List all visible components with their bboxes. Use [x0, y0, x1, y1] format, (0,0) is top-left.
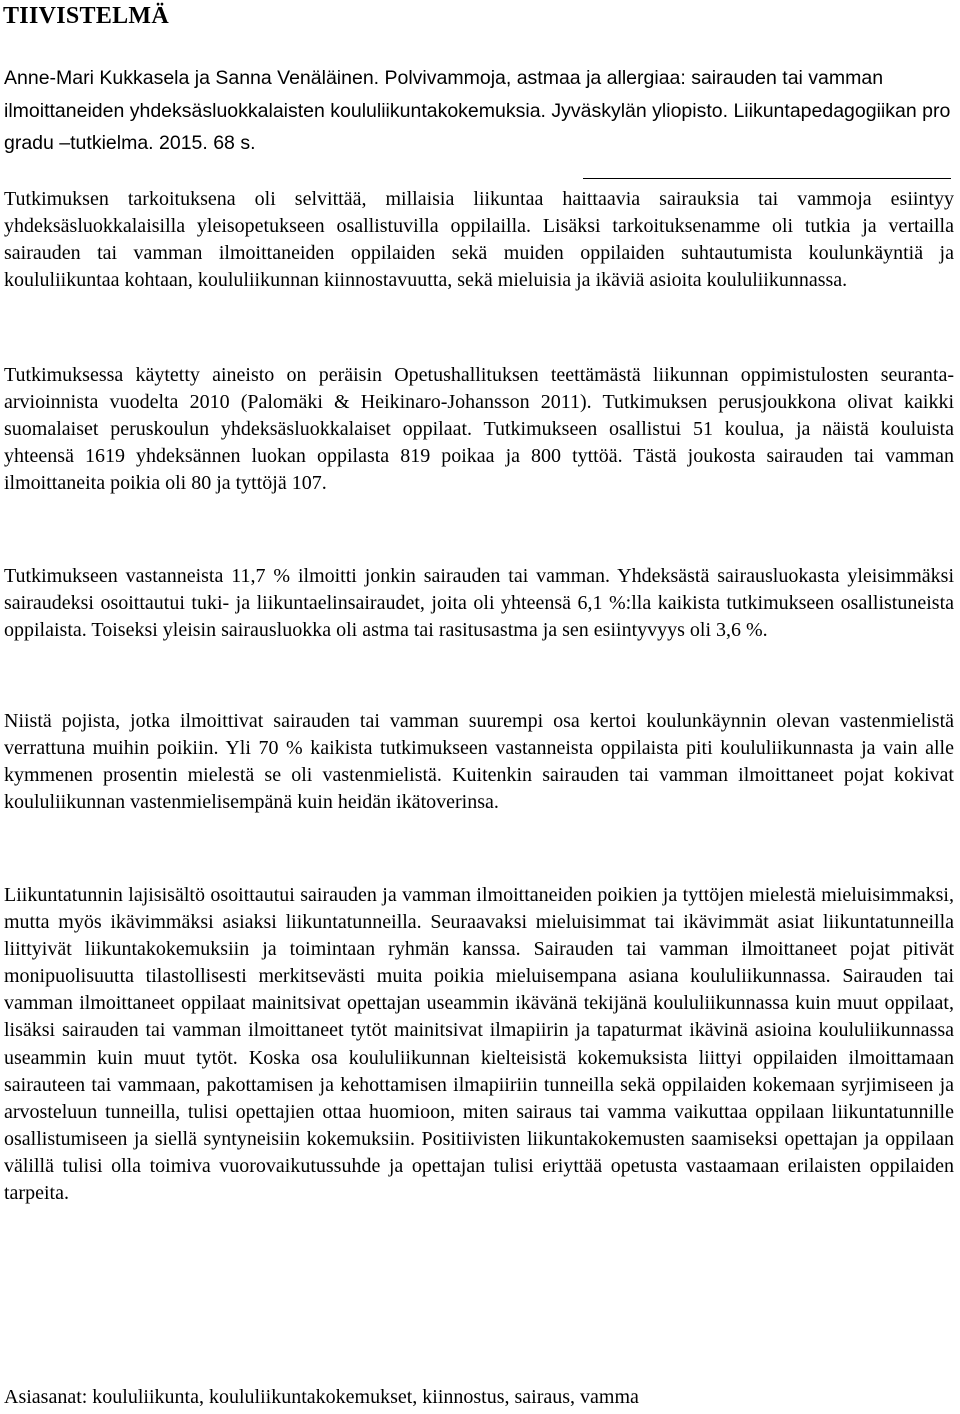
abstract-paragraph-prevalence: Tutkimukseen vastanneista 11,7 % ilmoitti jonkin sairauden tai vamman. Yhdeksästä sairausluokasta yleisimmäksi sairaudeksi osoittautui tuki- ja liikuntaelinsairaudet, joita oli yhteensä 6,1 %:lla kaikista tutkimukseen osallistuneista oppilaista. Toiseksi yleisin sairausluokka oli astma tai rasitusastma ja sen esiintyvyys oli 3,6 %. [4, 565, 954, 642]
document-title: TIIVISTELMÄ [3, 3, 170, 29]
keywords: Asiasanat: koululiikunta, koululiikuntakokemukset, kiinnostus, sairaus, vamma [4, 1386, 639, 1408]
abstract-paragraph-attitudes: Niistä pojista, jotka ilmoittivat sairauden tai vamman suurempi osa kertoi koulunkäynnin olevan vastenmielistä verrattuna muihin poikiin. Yli 70 % kaikista tutkimukseen vastanneista oppilaista piti koululiikunnasta ja vain alle kymmenen prosentin mielestä se oli vastenmielistä. Kuitenkin sairauden tai vamman ilmoittaneet pojat kokivat koululiikunnan vastenmielisempänä kuin heidän ikätoverinsa. [4, 710, 954, 814]
abstract-paragraph-data: Tutkimuksessa käytetty aineisto on peräisin Opetushallituksen teettämästä liikunnan oppimistulosten seuranta-arvioinnista vuodelta 2010 (Palomäki & Heikinaro-Johansson 2011). Tutkimuksen perusjoukkona olivat kaikki suomalaiset peruskoulun yhdeksäsluokkalaiset oppilaat. Tutkimukseen osallistui 51 koulua, ja näistä kouluista yhteensä 1619 yhdeksännen luokan oppilasta 819 poikaa ja 800 tyttöä. Tästä joukosta sairauden tai vamman ilmoittaneita poikia oli 80 ja tyttöjä 107. [4, 364, 954, 495]
citation: Anne-Mari Kukkasela ja Sanna Venäläinen. Polvivammoja, astmaa ja allergiaa: sairauden tai vamman ilmoittaneiden yhdeksäsluokkalaisten koululiikuntakokemuksia. Jyväskylän yliopisto. Liikuntapedagogiikan pro gradu –tutkielma. 2015. 68 s. [4, 67, 951, 154]
abstract-paragraph-content: Liikuntatunnin lajisisältö osoittautui sairauden ja vamman ilmoittaneiden poikien ja tyttöjen mielestä mieluisimmaksi, mutta myös ikävimmäksi asiaksi liikuntatunneilla. Seuraavaksi mieluisimmat tai ikävimmät asiat liikuntatunneilla liittyivät liikuntakokemuksiin ja toimintaan ryhmän kanssa. Sairauden tai vamman ilmoittaneet pojat pitivät monipuolisuutta tilastollisesti merkitsevästi muita poikia mieluisempana asiana koululiikunnassa. Sairauden tai vamman ilmoittaneet oppilaat mainitsivat opettajan useammin ikävänä tekijänä koululiikunnassa kuin muut oppilaat, lisäksi sairauden tai vamman ilmoittaneet tytöt mainitsivat ilmapiirin ja tapaturmat ikävinä asioina koululiikunnassa useammin kuin muut tytöt. Koska osa koululiikunnan kielteisistä kokemuksista liittyi oppilaiden ilmoittamaan sairauteen tai vammaan, pakottamisen ja kehottamisen ilmapiiriin tunneilla sekä oppilaiden kokemaan syrjimiseen ja arvosteluun tunneilla, tulisi opettajien ottaa huomioon, miten sairaus tai vamma vaikuttaa oppilaan liikuntatunnille osallistumiseen ja siellä syntyneisiin kokemuksiin. Positiivisten liikuntakokemusten saamiseksi opettajan ja oppilaan välillä tulisi olla toimiva vuorovaikutussuhde ja opettajan tulisi eriyttää opetusta vastaamaan erilaisten oppilaiden tarpeita. [4, 884, 954, 1205]
abstract-paragraph-purpose: Tutkimuksen tarkoituksena oli selvittää, millaisia liikuntaa haittaavia sairauksia tai vammoja esiintyy yhdeksäsluokkalaisilla yleisopetukseen osallistuvilla oppilailla. Lisäksi tarkoituksenamme oli tutkia ja vertailla sairauden tai vamman ilmoittaneiden oppilaiden sekä muiden oppilaiden suhtautumista koulunkäyntiä ja koululiikuntaa kohtaan, koululiikunnan kiinnostavuutta, sekä mieluisia ja ikäviä asioita koululiikunnassa. [4, 188, 954, 292]
separator-line [583, 178, 951, 179]
